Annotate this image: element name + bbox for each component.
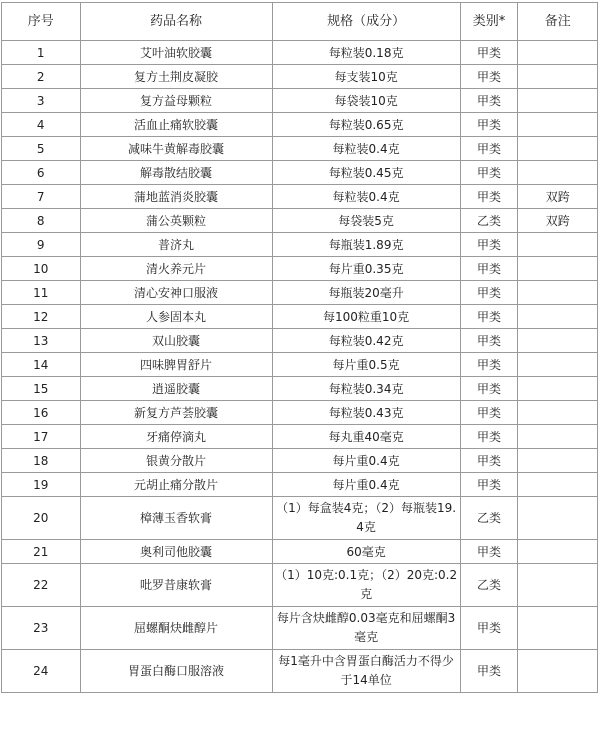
cell-category: 甲类 <box>460 540 518 564</box>
table-row <box>2 257 598 281</box>
cell-category: 甲类 <box>460 281 518 305</box>
cell-note <box>518 650 598 693</box>
cell-no: 15 <box>2 377 81 401</box>
cell-name: 复方益母颗粒 <box>80 89 272 113</box>
cell-name: 樟薄玉香软膏 <box>80 497 272 540</box>
header-category: 类别* <box>460 3 518 41</box>
cell-spec: 每片含炔雌醇0.03毫克和屈螺酮3毫克 <box>272 607 460 650</box>
cell-category: 甲类 <box>460 137 518 161</box>
cell-note <box>518 89 598 113</box>
table-row <box>2 377 598 401</box>
cell-category: 甲类 <box>460 401 518 425</box>
table-row <box>2 185 598 209</box>
cell-no: 4 <box>2 113 81 137</box>
header-name: 药品名称 <box>80 3 272 41</box>
cell-no: 3 <box>2 89 81 113</box>
cell-category: 甲类 <box>460 161 518 185</box>
cell-no: 24 <box>2 650 81 693</box>
cell-spec: （1）10克:0.1克；（2）20克:0.2克 <box>272 564 460 607</box>
cell-no: 22 <box>2 564 81 607</box>
table-row <box>2 497 598 540</box>
cell-no: 6 <box>2 161 81 185</box>
cell-name: 清心安神口服液 <box>80 281 272 305</box>
cell-name: 普济丸 <box>80 233 272 257</box>
cell-spec: 每片重0.5克 <box>272 353 460 377</box>
cell-category: 甲类 <box>460 425 518 449</box>
drug-table <box>1 2 598 693</box>
cell-note <box>518 137 598 161</box>
cell-category: 甲类 <box>460 257 518 281</box>
table-row <box>2 161 598 185</box>
cell-name: 减味牛黄解毒胶囊 <box>80 137 272 161</box>
cell-name: 复方土荆皮凝胶 <box>80 65 272 89</box>
cell-category: 甲类 <box>460 473 518 497</box>
cell-spec: 每片重0.4克 <box>272 473 460 497</box>
table-row <box>2 209 598 233</box>
cell-no: 21 <box>2 540 81 564</box>
table-row <box>2 281 598 305</box>
table-row <box>2 401 598 425</box>
cell-name: 活血止痛软胶囊 <box>80 113 272 137</box>
cell-name: 蒲地蓝消炎胶囊 <box>80 185 272 209</box>
cell-category: 甲类 <box>460 607 518 650</box>
cell-note <box>518 377 598 401</box>
cell-no: 8 <box>2 209 81 233</box>
cell-spec: 每粒装0.34克 <box>272 377 460 401</box>
cell-spec: 每粒装0.45克 <box>272 161 460 185</box>
cell-no: 7 <box>2 185 81 209</box>
table-row <box>2 137 598 161</box>
cell-name: 四味脾胃舒片 <box>80 353 272 377</box>
cell-spec: 每袋装10克 <box>272 89 460 113</box>
cell-spec: 每片重0.35克 <box>272 257 460 281</box>
cell-note: 双跨 <box>518 185 598 209</box>
cell-no: 2 <box>2 65 81 89</box>
cell-note <box>518 257 598 281</box>
cell-note <box>518 41 598 65</box>
table-row <box>2 65 598 89</box>
cell-no: 23 <box>2 607 81 650</box>
cell-note <box>518 305 598 329</box>
cell-spec: （1）每盒装4克；（2）每瓶装19.4克 <box>272 497 460 540</box>
cell-name: 双山胶囊 <box>80 329 272 353</box>
cell-note <box>518 425 598 449</box>
cell-category: 甲类 <box>460 650 518 693</box>
cell-category: 甲类 <box>460 233 518 257</box>
cell-no: 11 <box>2 281 81 305</box>
cell-name: 屈螺酮炔雌醇片 <box>80 607 272 650</box>
cell-no: 5 <box>2 137 81 161</box>
table-row <box>2 89 598 113</box>
cell-name: 元胡止痛分散片 <box>80 473 272 497</box>
cell-spec: 每粒装0.18克 <box>272 41 460 65</box>
cell-spec: 每片重0.4克 <box>272 449 460 473</box>
cell-spec: 每粒装0.42克 <box>272 329 460 353</box>
cell-note <box>518 564 598 607</box>
cell-no: 19 <box>2 473 81 497</box>
cell-spec: 每1毫升中含胃蛋白酶活力不得少于14单位 <box>272 650 460 693</box>
cell-no: 10 <box>2 257 81 281</box>
cell-no: 20 <box>2 497 81 540</box>
cell-name: 艾叶油软胶囊 <box>80 41 272 65</box>
cell-spec: 每粒装0.43克 <box>272 401 460 425</box>
cell-note <box>518 281 598 305</box>
cell-name: 吡罗昔康软膏 <box>80 564 272 607</box>
table-row <box>2 329 598 353</box>
cell-note <box>518 540 598 564</box>
cell-name: 新复方芦荟胶囊 <box>80 401 272 425</box>
cell-name: 逍遥胶囊 <box>80 377 272 401</box>
cell-spec: 每丸重40毫克 <box>272 425 460 449</box>
cell-category: 甲类 <box>460 65 518 89</box>
header-note: 备注 <box>518 3 598 41</box>
cell-category: 乙类 <box>460 564 518 607</box>
cell-category: 甲类 <box>460 449 518 473</box>
header-spec: 规格（成分） <box>272 3 460 41</box>
cell-no: 1 <box>2 41 81 65</box>
cell-name: 银黄分散片 <box>80 449 272 473</box>
cell-category: 甲类 <box>460 89 518 113</box>
cell-note <box>518 449 598 473</box>
cell-note <box>518 65 598 89</box>
cell-category: 甲类 <box>460 305 518 329</box>
table-row <box>2 233 598 257</box>
cell-note <box>518 497 598 540</box>
cell-note: 双跨 <box>518 209 598 233</box>
cell-spec: 60毫克 <box>272 540 460 564</box>
cell-spec: 每袋装5克 <box>272 209 460 233</box>
table-row <box>2 540 598 564</box>
table-row <box>2 353 598 377</box>
table-row <box>2 650 598 693</box>
cell-category: 甲类 <box>460 113 518 137</box>
cell-category: 甲类 <box>460 377 518 401</box>
header-row <box>2 3 598 41</box>
cell-spec: 每瓶装20毫升 <box>272 281 460 305</box>
table-row <box>2 425 598 449</box>
cell-name: 胃蛋白酶口服溶液 <box>80 650 272 693</box>
cell-name: 牙痛停滴丸 <box>80 425 272 449</box>
table-row <box>2 607 598 650</box>
cell-spec: 每100粒重10克 <box>272 305 460 329</box>
cell-no: 13 <box>2 329 81 353</box>
cell-category: 甲类 <box>460 41 518 65</box>
cell-note <box>518 233 598 257</box>
cell-no: 16 <box>2 401 81 425</box>
cell-spec: 每粒装0.65克 <box>272 113 460 137</box>
cell-note <box>518 353 598 377</box>
cell-no: 14 <box>2 353 81 377</box>
cell-category: 乙类 <box>460 497 518 540</box>
cell-spec: 每支装10克 <box>272 65 460 89</box>
cell-spec: 每瓶装1.89克 <box>272 233 460 257</box>
cell-name: 奥利司他胶囊 <box>80 540 272 564</box>
cell-spec: 每粒装0.4克 <box>272 185 460 209</box>
cell-note <box>518 607 598 650</box>
cell-name: 解毒散结胶囊 <box>80 161 272 185</box>
cell-note <box>518 113 598 137</box>
table-row <box>2 449 598 473</box>
cell-name: 人参固本丸 <box>80 305 272 329</box>
cell-name: 蒲公英颗粒 <box>80 209 272 233</box>
cell-note <box>518 161 598 185</box>
cell-category: 甲类 <box>460 329 518 353</box>
table-row <box>2 564 598 607</box>
cell-category: 乙类 <box>460 209 518 233</box>
table-row <box>2 305 598 329</box>
cell-category: 甲类 <box>460 185 518 209</box>
table-row <box>2 473 598 497</box>
cell-no: 18 <box>2 449 81 473</box>
cell-name: 清火养元片 <box>80 257 272 281</box>
header-no: 序号 <box>2 3 81 41</box>
table-row <box>2 41 598 65</box>
table-row <box>2 113 598 137</box>
cell-no: 17 <box>2 425 81 449</box>
cell-category: 甲类 <box>460 353 518 377</box>
cell-note <box>518 473 598 497</box>
cell-no: 12 <box>2 305 81 329</box>
cell-note <box>518 401 598 425</box>
cell-spec: 每粒装0.4克 <box>272 137 460 161</box>
cell-no: 9 <box>2 233 81 257</box>
cell-note <box>518 329 598 353</box>
